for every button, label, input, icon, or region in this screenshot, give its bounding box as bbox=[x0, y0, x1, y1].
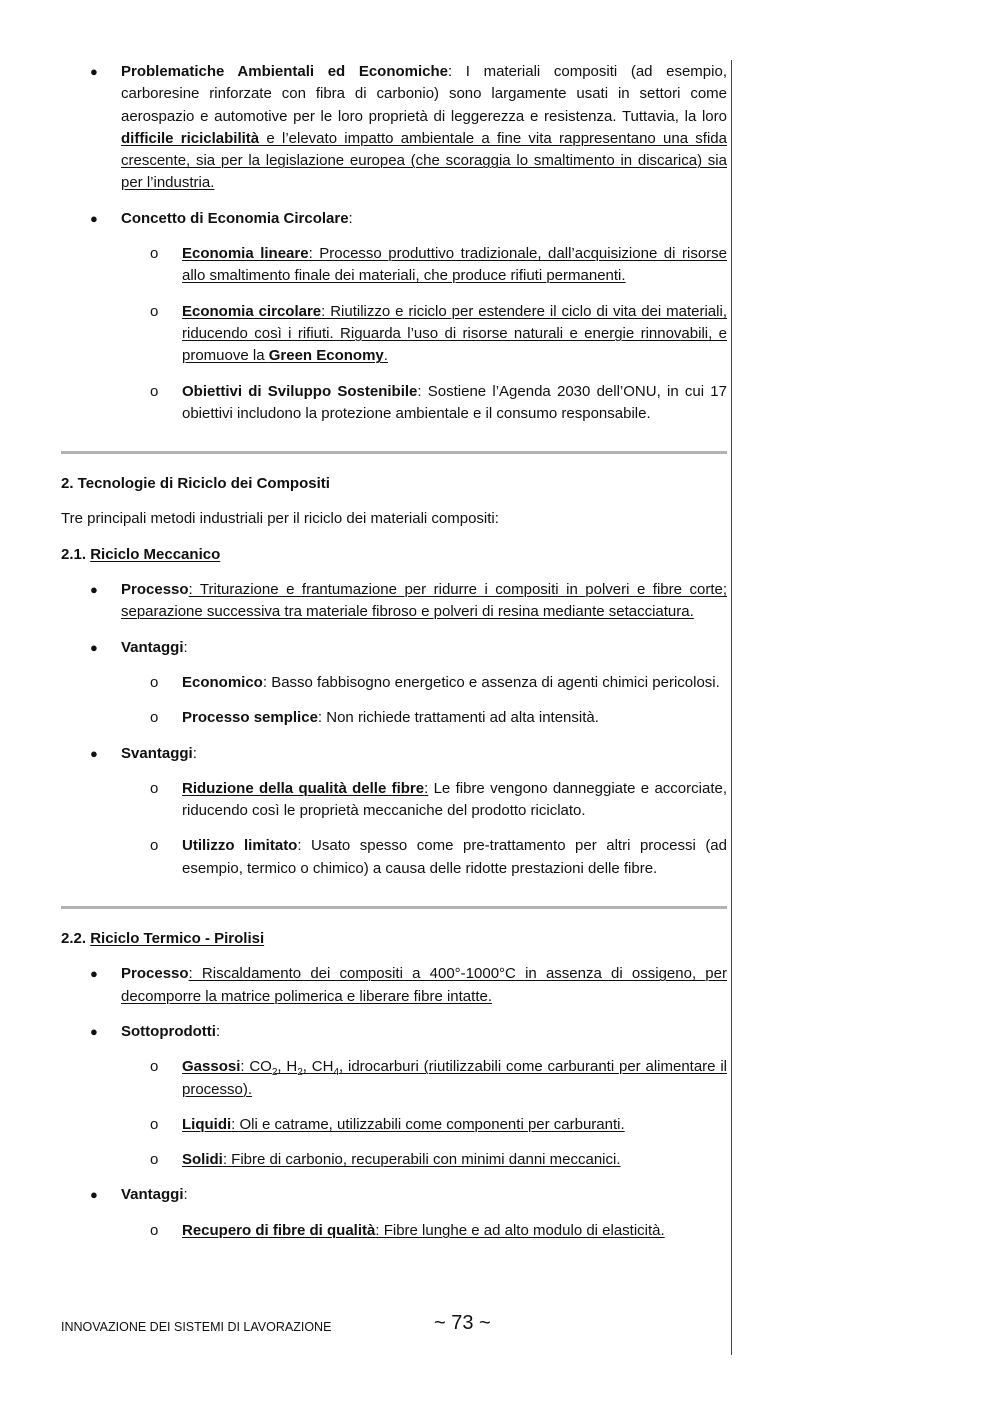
item-text: : Riscaldamento dei compositi a 400°-1000°C in assenza di ossigeno, per decomporre la matrice polimerica e liberare fibre intatte. bbox=[121, 965, 727, 1005]
item-title: Vantaggi bbox=[121, 1186, 184, 1204]
subitem-obiettivi bbox=[61, 381, 727, 426]
subitem-utilizzo-limitato bbox=[61, 835, 727, 880]
subitem-text: : Oli e catrame, utilizzabili come componenti per carburanti. bbox=[231, 1115, 625, 1133]
bullet-item-vantaggi bbox=[61, 637, 727, 659]
circle-bullet: o bbox=[150, 837, 159, 855]
subitem-economia-circolare bbox=[61, 301, 727, 368]
circle-bullet: o bbox=[150, 1058, 159, 1076]
subscript: 2 bbox=[297, 1067, 303, 1079]
formula-ch: , CH bbox=[302, 1058, 334, 1076]
subitem-title: Solidi bbox=[182, 1151, 223, 1169]
bullet-item-processo bbox=[61, 579, 727, 624]
subitem-riduzione-qualita bbox=[61, 778, 727, 823]
item-title: Concetto di Economia Circolare bbox=[121, 209, 349, 227]
subitem-text: : Non richiede trattamenti ad alta intensità. bbox=[317, 709, 599, 727]
item-title: Problematiche Ambientali ed Economiche bbox=[121, 63, 449, 80]
circle-bullet: o bbox=[150, 382, 159, 400]
bullet-glyph: ● bbox=[90, 64, 98, 79]
subsection-heading-meccanico bbox=[61, 544, 727, 566]
subscript: 4 bbox=[333, 1067, 340, 1079]
item-title: Svantaggi bbox=[121, 744, 193, 762]
subitem-title: Liquidi bbox=[182, 1115, 232, 1133]
bullet-item-svantaggi bbox=[61, 743, 727, 765]
circle-bullet: o bbox=[150, 245, 159, 263]
bullet-glyph: ● bbox=[90, 1187, 98, 1203]
bullet-item-sottoprodotti bbox=[61, 1021, 727, 1043]
subitem-title: Economia lineare bbox=[182, 245, 309, 263]
section-divider bbox=[61, 451, 727, 454]
subitem-title: Gassosi bbox=[182, 1058, 241, 1076]
subsection-title: Riciclo Termico - Pirolisi bbox=[90, 930, 265, 948]
subitem-text: Le fibre vengono danneggiate e accorciate, riducendo così le proprietà meccaniche del prodotto riciclato. bbox=[182, 779, 727, 820]
item-colon: : bbox=[215, 1022, 221, 1040]
bullet-glyph: ● bbox=[90, 745, 98, 761]
item-colon: : bbox=[348, 209, 353, 227]
subitem-solidi bbox=[61, 1149, 727, 1171]
item-text-underlined: e l’elevato impatto ambientale a fine vita rappresentano una sfida crescente, sia per la legislazione europea (che scoraggia lo smaltimento in discarica) sia per l’industria. bbox=[121, 129, 727, 192]
subitem-processo-semplice bbox=[61, 707, 727, 729]
subitem-tail: . bbox=[383, 347, 388, 365]
footer-course-title: INNOVAZIONE DEI SISTEMI DI LAVORAZIONE bbox=[61, 1320, 332, 1334]
subitem-colon: : bbox=[424, 779, 429, 797]
subitem-title: Economia circolare bbox=[182, 302, 322, 320]
circle-bullet: o bbox=[150, 1115, 159, 1133]
circle-bullet: o bbox=[150, 709, 159, 727]
subsection-number: 2.1. bbox=[61, 545, 91, 563]
subitem-text: : Sostiene l’Agenda 2030 dell’ONU, in cui 17 obiettivi includono la protezione ambientale e il consumo responsabile. bbox=[182, 382, 727, 422]
subscript: 2 bbox=[271, 1067, 278, 1079]
bullet-item-problematiche bbox=[61, 61, 727, 195]
subsection-number: 2.2. bbox=[61, 930, 91, 948]
bullet-glyph: ● bbox=[90, 582, 98, 598]
subitem-emphasis: Green Economy bbox=[268, 347, 384, 365]
circle-bullet: o bbox=[150, 779, 159, 797]
subitem-liquidi bbox=[61, 1114, 727, 1136]
subsection-heading-pirolisi bbox=[61, 928, 727, 950]
item-title: Sottoprodotti bbox=[121, 1022, 216, 1040]
subitem-text bbox=[182, 1058, 727, 1097]
subitem-title: Utilizzo limitato bbox=[182, 837, 298, 855]
bullet-glyph: ● bbox=[90, 1023, 98, 1039]
subitem-title: Obiettivi di Sviluppo Sostenibile bbox=[182, 382, 418, 400]
subitem-text: : Fibre lunghe e ad alto modulo di elasticità. bbox=[375, 1221, 665, 1239]
page-number: ~ 73 ~ bbox=[434, 1312, 491, 1334]
subitem-text: : Fibre di carbonio, recuperabili con minimi danni meccanici. bbox=[222, 1151, 621, 1169]
item-title: Processo bbox=[121, 581, 189, 599]
bullet-item-economia-circolare bbox=[61, 208, 727, 230]
item-colon: : bbox=[183, 638, 188, 656]
bullet-item-processo bbox=[61, 963, 727, 1008]
bullet-glyph: ● bbox=[90, 210, 98, 226]
subitem-title: Economico bbox=[182, 673, 263, 691]
subsection-title: Riciclo Meccanico bbox=[90, 545, 221, 563]
section-intro: Tre principali metodi industriali per il riciclo dei materiali compositi: bbox=[61, 510, 499, 528]
circle-bullet: o bbox=[150, 1221, 159, 1239]
formula-co: : CO bbox=[240, 1058, 272, 1076]
bullet-glyph: ● bbox=[90, 966, 98, 982]
circle-bullet: o bbox=[150, 1151, 159, 1169]
subitem-text: : Usato spesso come pre-trattamento per altri processi (ad esempio, termico o chimico) a causa delle ridotte prestazioni delle fibre. bbox=[182, 837, 727, 877]
circle-bullet: o bbox=[150, 673, 159, 691]
formula-rest: , idrocarburi (riutilizzabili come carburanti per alimentare il processo). bbox=[182, 1058, 727, 1098]
circle-bullet: o bbox=[150, 302, 159, 320]
bullet-item-vantaggi bbox=[61, 1184, 727, 1206]
item-colon: : bbox=[448, 63, 453, 80]
subitem-text: : Riutilizzo e riciclo per estendere il ciclo di vita dei materiali, riducendo così i rifiuti. Riguarda l’uso di risorse naturali e energie rinnovabili, e promuove la bbox=[182, 302, 727, 365]
section-heading: 2. Tecnologie di Riciclo dei Compositi bbox=[61, 475, 330, 493]
subitem-title: Processo semplice bbox=[182, 709, 318, 727]
item-emphasis: difficile riciclabilità bbox=[121, 129, 260, 147]
item-title: Processo bbox=[121, 965, 189, 983]
page-content bbox=[61, 61, 727, 1255]
item-text: : Triturazione e frantumazione per ridurre i compositi in polveri e fibre corte; separazione successiva tra materiale fibroso e polveri di resina mediante setacciatura. bbox=[121, 581, 727, 621]
subitem-economico bbox=[61, 672, 727, 694]
item-text: I materiali compositi (ad esempio, carboresine rinforzate con fibra di carbonio) sono largamente usati in settori come aerospazio e automotive per le loro proprietà di leggerezza e resistenza. Tuttavia, la loro bbox=[121, 63, 727, 125]
subitem-gassosi bbox=[61, 1056, 727, 1101]
bullet-glyph: ● bbox=[90, 639, 98, 655]
subitem-title: Riduzione della qualità delle fibre bbox=[182, 779, 425, 797]
item-title: Vantaggi bbox=[121, 638, 184, 656]
subitem-text: : Basso fabbisogno energetico e assenza di agenti chimici pericolosi. bbox=[262, 673, 720, 691]
subitem-title: Recupero di fibre di qualità bbox=[182, 1221, 376, 1239]
page-margin-rule bbox=[731, 60, 732, 1355]
subitem-text: : Processo produttivo tradizionale, dall’acquisizione di risorse allo smaltimento finale dei materiali, che produce rifiuti permanenti. bbox=[182, 245, 727, 285]
formula-h: , H bbox=[277, 1058, 298, 1076]
item-colon: : bbox=[192, 744, 197, 762]
section-divider bbox=[61, 906, 727, 909]
subitem-economia-lineare bbox=[61, 243, 727, 288]
subitem-recupero-fibre bbox=[61, 1220, 727, 1242]
item-colon: : bbox=[183, 1186, 188, 1204]
